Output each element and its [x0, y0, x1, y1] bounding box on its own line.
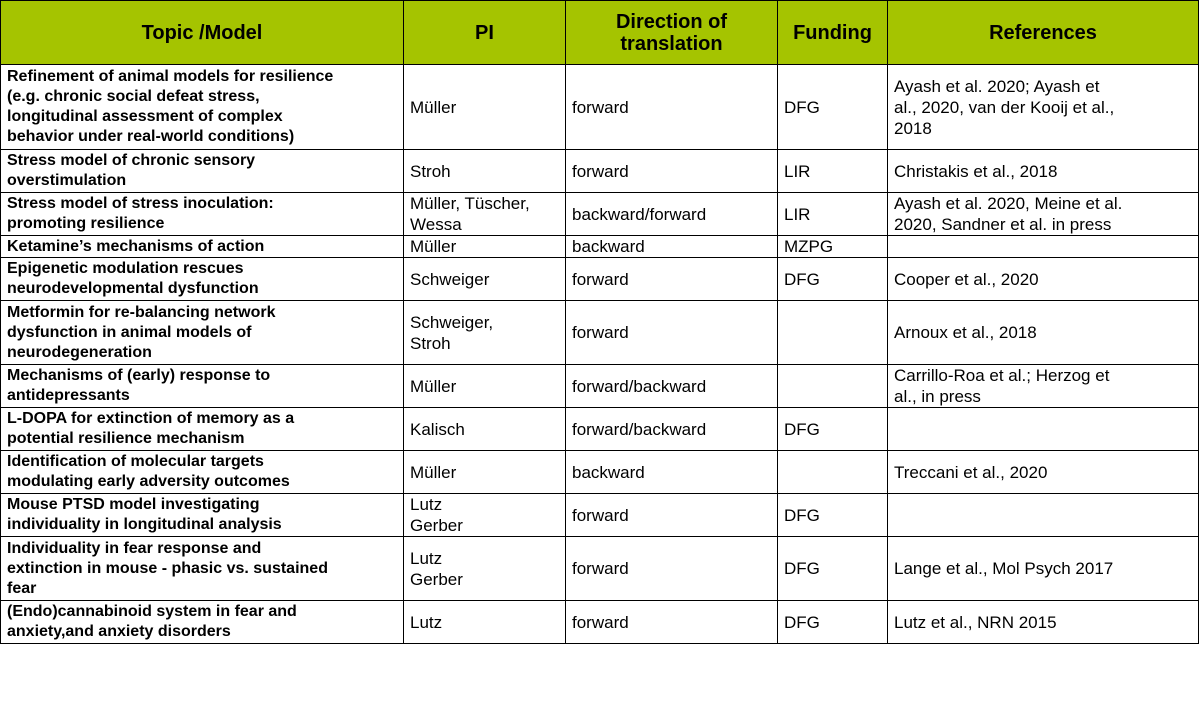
direction-cell: forward	[566, 601, 778, 644]
references-cell: Christakis et al., 2018	[888, 150, 1199, 193]
direction-cell: forward	[566, 150, 778, 193]
table-row	[1, 365, 1199, 408]
table-row	[1, 65, 1199, 150]
direction-cell: forward/backward	[566, 365, 778, 408]
references-cell	[888, 236, 1199, 258]
funding-cell: DFG	[778, 258, 888, 301]
header-direction: Direction of translation	[566, 1, 778, 65]
table-row	[1, 537, 1199, 601]
references-cell: Cooper et al., 2020	[888, 258, 1199, 301]
pi-cell: Müller	[404, 365, 566, 408]
topic-cell: Identification of molecular targets modulating early adversity outcomes	[1, 451, 404, 494]
pi-cell: Müller	[404, 451, 566, 494]
references-cell: Arnoux et al., 2018	[888, 301, 1199, 365]
references-cell	[888, 408, 1199, 451]
funding-cell: DFG	[778, 494, 888, 537]
funding-cell: LIR	[778, 150, 888, 193]
header-funding: Funding	[778, 1, 888, 65]
pi-cell: Müller, Tüscher, Wessa	[404, 193, 566, 236]
pi-cell: Lutz Gerber	[404, 537, 566, 601]
references-cell: Ayash et al. 2020; Ayash et al., 2020, van der Kooij et al., 2018	[888, 65, 1199, 150]
pi-cell: Lutz Gerber	[404, 494, 566, 537]
pi-cell: Lutz	[404, 601, 566, 644]
topic-cell: Metformin for re-balancing network dysfunction in animal models of neurodegeneration	[1, 301, 404, 365]
funding-cell	[778, 451, 888, 494]
topic-cell: Mouse PTSD model investigating individuality in longitudinal analysis	[1, 494, 404, 537]
table-row	[1, 258, 1199, 301]
header-row	[1, 1, 1199, 65]
direction-cell: backward	[566, 451, 778, 494]
header-references: References	[888, 1, 1199, 65]
direction-cell: forward	[566, 65, 778, 150]
table-row	[1, 301, 1199, 365]
topic-cell: L-DOPA for extinction of memory as a potential resilience mechanism	[1, 408, 404, 451]
funding-cell: DFG	[778, 601, 888, 644]
topic-cell: Individuality in fear response and extinction in mouse - phasic vs. sustained fear	[1, 537, 404, 601]
table-row	[1, 494, 1199, 537]
header-pi: PI	[404, 1, 566, 65]
direction-cell: forward	[566, 494, 778, 537]
pi-cell: Müller	[404, 236, 566, 258]
topic-cell: Ketamine’s mechanisms of action	[1, 236, 404, 258]
pi-cell: Müller	[404, 65, 566, 150]
direction-cell: forward	[566, 258, 778, 301]
topic-cell: Mechanisms of (early) response to antidepressants	[1, 365, 404, 408]
table-row	[1, 451, 1199, 494]
direction-cell: forward/backward	[566, 408, 778, 451]
funding-cell: MZPG	[778, 236, 888, 258]
topic-cell: Refinement of animal models for resilience (e.g. chronic social defeat stress, longitudinal assessment of complex behavior under real-world conditions)	[1, 65, 404, 150]
pi-cell: Schweiger, Stroh	[404, 301, 566, 365]
funding-cell: DFG	[778, 408, 888, 451]
funding-cell: LIR	[778, 193, 888, 236]
references-cell: Lange et al., Mol Psych 2017	[888, 537, 1199, 601]
references-cell	[888, 494, 1199, 537]
references-cell: Carrillo-Roa et al.; Herzog et al., in press	[888, 365, 1199, 408]
table-row	[1, 150, 1199, 193]
direction-cell: backward	[566, 236, 778, 258]
topic-cell: Stress model of chronic sensory overstimulation	[1, 150, 404, 193]
table-row	[1, 408, 1199, 451]
topic-cell: Epigenetic modulation rescues neurodevelopmental dysfunction	[1, 258, 404, 301]
references-cell: Treccani et al., 2020	[888, 451, 1199, 494]
table-row	[1, 236, 1199, 258]
pi-cell: Stroh	[404, 150, 566, 193]
references-cell: Lutz et al., NRN 2015	[888, 601, 1199, 644]
funding-cell	[778, 301, 888, 365]
table-row	[1, 601, 1199, 644]
pi-cell: Kalisch	[404, 408, 566, 451]
references-cell: Ayash et al. 2020, Meine et al. 2020, Sandner et al. in press	[888, 193, 1199, 236]
direction-cell: forward	[566, 301, 778, 365]
topic-cell: (Endo)cannabinoid system in fear and anxiety,and anxiety disorders	[1, 601, 404, 644]
direction-cell: forward	[566, 537, 778, 601]
funding-cell: DFG	[778, 537, 888, 601]
pi-cell: Schweiger	[404, 258, 566, 301]
header-topic: Topic /Model	[1, 1, 404, 65]
table-row	[1, 193, 1199, 236]
funding-cell	[778, 365, 888, 408]
direction-cell: backward/forward	[566, 193, 778, 236]
topic-cell: Stress model of stress inoculation: promoting resilience	[1, 193, 404, 236]
funding-cell: DFG	[778, 65, 888, 150]
